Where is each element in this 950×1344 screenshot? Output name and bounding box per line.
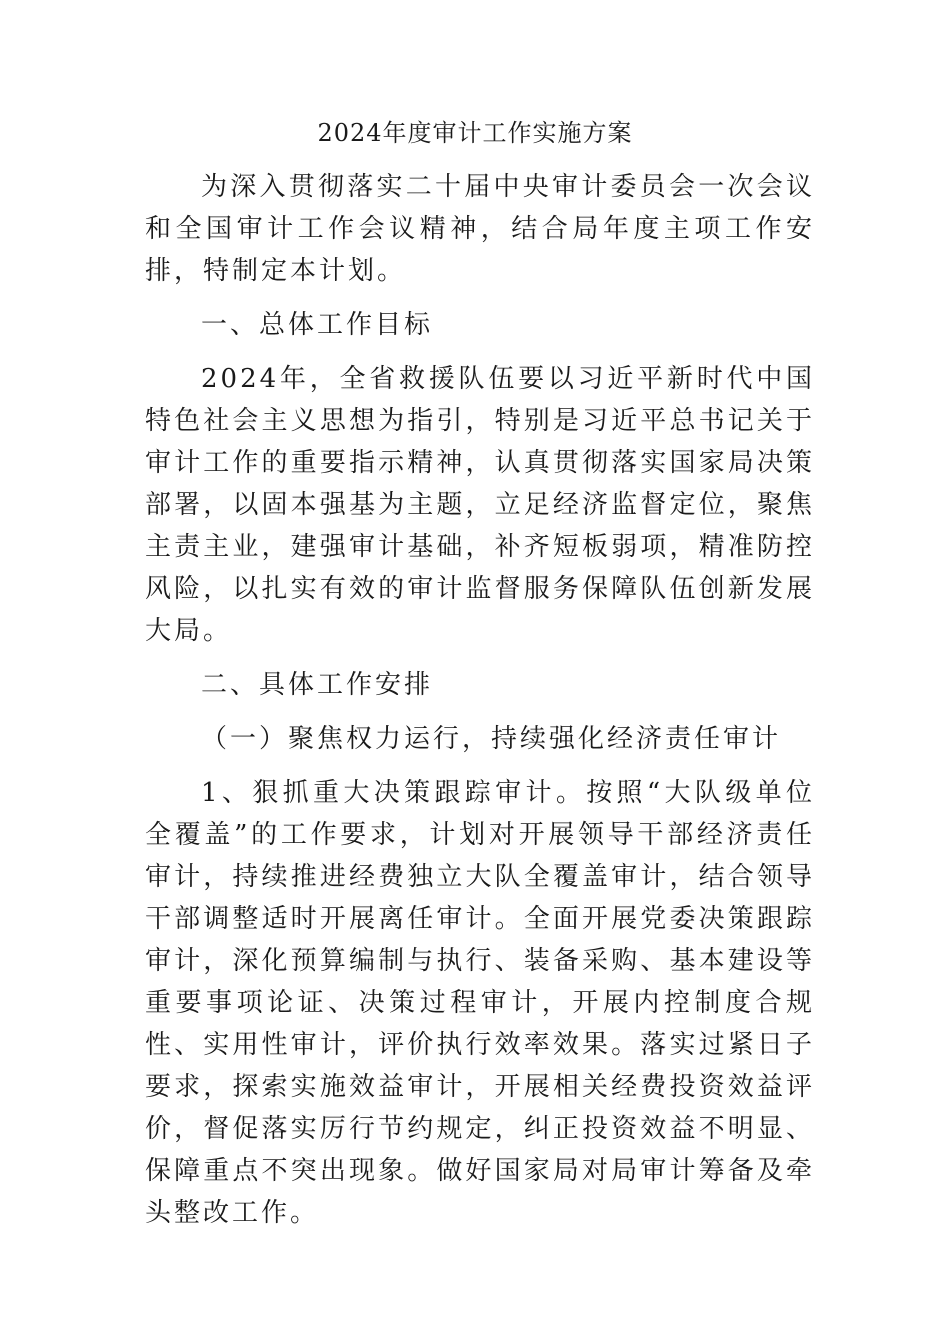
subsection-heading-1: （一）聚焦权力运行，持续强化经济责任审计	[201, 724, 782, 754]
document-title: 2024年度审计工作实施方案	[317, 119, 633, 147]
intro-paragraph: 为深入贯彻落实二十届中央审计委员会一次会议和全国审计工作会议精神，结合局年度主项工作安排，特制定本计划。	[145, 172, 815, 286]
document-body	[145, 166, 815, 1234]
objective-paragraph: 2024年，全省救援队伍要以习近平新时代中国特色社会主义思想为指引，特别是习近平总书记关于审计工作的重要指示精神，认真贯彻落实国家局决策部署，以固本强基为主题，立足经济监督定位，聚焦主责主业，建强审计基础，补齐短板弱项，精准防控风险，以扎实有效的审计监督服务保障队伍创新发展大局。	[145, 364, 815, 646]
section-heading-2: 二、具体工作安排	[201, 670, 434, 700]
section-heading-1: 一、总体工作目标	[201, 310, 434, 340]
item-paragraph-1: 1、狠抓重大决策跟踪审计。按照“大队级单位全覆盖”的工作要求，计划对开展领导干部经济责任审计，持续推进经费独立大队全覆盖审计，结合领导干部调整适时开展离任审计。全面开展党委决策跟踪审计，深化预算编制与执行、装备采购、基本建设等重要事项论证、决策过程审计，开展内控制度合规性、实用性审计，评价执行效率效果。落实过紧日子要求，探索实施效益审计，开展相关经费投资效益评价，督促落实厉行节约规定，纠正投资效益不明显、保障重点不突出现象。做好国家局对局审计筹备及牵头整改工作。	[145, 778, 815, 1228]
